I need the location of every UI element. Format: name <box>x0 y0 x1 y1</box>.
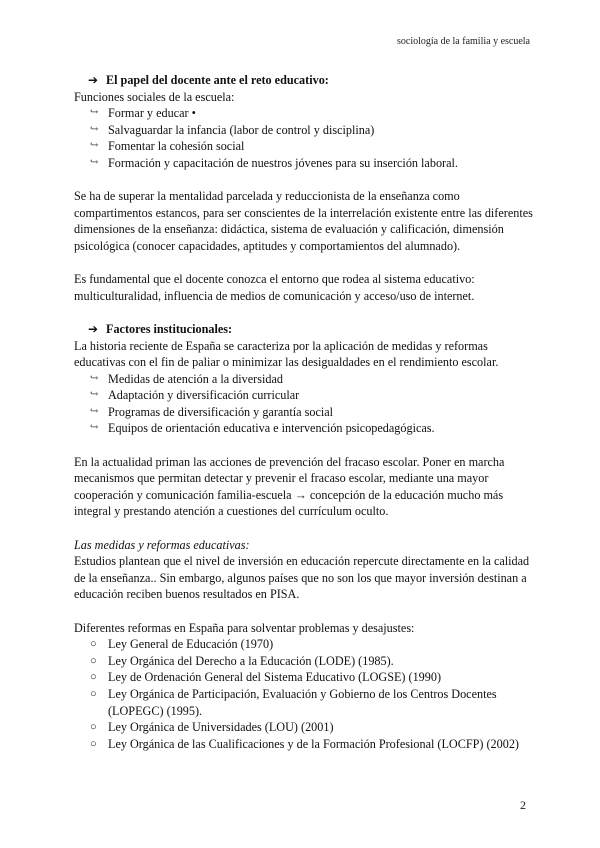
circle-bullet-icon: ○ <box>90 721 97 734</box>
hook-arrow-icon: ↪ <box>90 156 99 168</box>
subsection-title: Las medidas y reformas educativas: <box>74 537 250 552</box>
section-intro: La historia reciente de España se caracteriza por la aplicación de medidas y reformas educativas con el fin de paliar o minimizar las desigualdades en el rendimiento escolar. <box>74 338 499 370</box>
page-number: 2 <box>520 798 526 812</box>
arrow-icon: ➔ <box>88 73 99 87</box>
arrow-icon: ➔ <box>88 321 99 336</box>
list-item: ○ Ley Orgánica del Derecho a la Educación (LODE) (1985). <box>90 653 394 668</box>
page-header: sociología de la familia y escuela <box>396 36 530 47</box>
laws-list <box>74 636 534 752</box>
hook-arrow-icon: ↪ <box>90 123 99 135</box>
list-item: ↪ Formación y capacitación de nuestros jóvenes para su inserción laboral. <box>90 155 458 170</box>
circle-bullet-icon: ○ <box>90 737 97 750</box>
list-item: ↪ Formar y educar • <box>90 106 196 121</box>
list-item: ↪ Fomentar la cohesión social <box>90 139 245 154</box>
hook-arrow-icon: ↪ <box>90 107 99 119</box>
list-item: ○ Ley Orgánica de Universidades (LOU) (2001) <box>90 720 334 735</box>
list-item: ↪ Equipos de orientación educativa e intervención psicopedagógicas. <box>90 421 435 436</box>
section-heading-docente: ➔ El papel del docente ante el reto educativo: <box>88 73 329 87</box>
circle-bullet-icon: ○ <box>90 687 97 700</box>
list-item: ○ Ley General de Educación (1970) <box>90 637 274 652</box>
paragraph: Se ha de superar la mentalidad parcelada y reduccionista de la enseñanza como compartimentos estancos, para ser conscientes de la interrelación existente entre las diferentes dimensiones de la enseñanza: didáctica, sistema de evaluación y calificación, dimensión psicológica (conocer capacidades, aptitudes y comportamientos del alumnado). <box>74 189 533 253</box>
paragraph: Es fundamental que el docente conozca el entorno que rodea al sistema educativo: multiculturalidad, influencia de medios de comunicación y acceso/uso de internet. <box>74 272 475 303</box>
circle-bullet-icon: ○ <box>90 654 97 667</box>
circle-bullet-icon: ○ <box>90 638 97 651</box>
measures-list <box>74 371 534 437</box>
document-body <box>74 72 534 752</box>
list-item: ↪ Programas de diversificación y garantía social <box>90 404 334 419</box>
section-heading-factores: ➔ Factores institucionales: <box>88 321 233 336</box>
hook-arrow-icon: ↪ <box>90 422 99 434</box>
list-item: ○ Ley de Ordenación General del Sistema Educativo (LOGSE) (1990) <box>90 670 442 685</box>
list-item: ↪ Salvaguardar la infancia (labor de control y disciplina) <box>90 122 375 137</box>
hook-arrow-icon: ↪ <box>90 140 99 152</box>
hook-arrow-icon: ↪ <box>90 372 99 384</box>
functions-list <box>74 105 534 171</box>
section-intro: Funciones sociales de la escuela: <box>74 89 235 104</box>
list-item: ↪ Medidas de atención a la diversidad <box>90 371 283 386</box>
circle-bullet-icon: ○ <box>90 671 97 684</box>
paragraph: En la actualidad priman las acciones de prevención del fracaso escolar. Poner en marcha mecanismos que permitan detectar y prevenir el fracaso escolar, mediante una mayor cooperación y comunicación familia-escuela → concepción de la educación mucho más integral y prestando atención a cuestiones del currículum oculto. <box>74 454 505 519</box>
list-item: ↪ Adaptación y diversificación curricular <box>90 388 300 403</box>
hook-arrow-icon: ↪ <box>90 405 99 417</box>
paragraph: Estudios plantean que el nivel de inversión en educación repercute directamente en la calidad de la enseñanza.. Sin embargo, algunos países que no son los que mayor inversión destinan a educación reciben buenos resultados en PISA. <box>74 554 530 602</box>
list-item: ○ Ley Orgánica de Participación, Evaluación y Gobierno de los Centros Docentes (LOPEGC) (1995). <box>90 686 497 718</box>
hook-arrow-icon: ↪ <box>90 389 99 401</box>
section-intro: Diferentes reformas en España para solventar problemas y desajustes: <box>74 620 415 635</box>
list-item: ○ Ley Orgánica de las Cualificaciones y de la Formación Profesional (LOCFP) (2002) <box>90 736 519 751</box>
